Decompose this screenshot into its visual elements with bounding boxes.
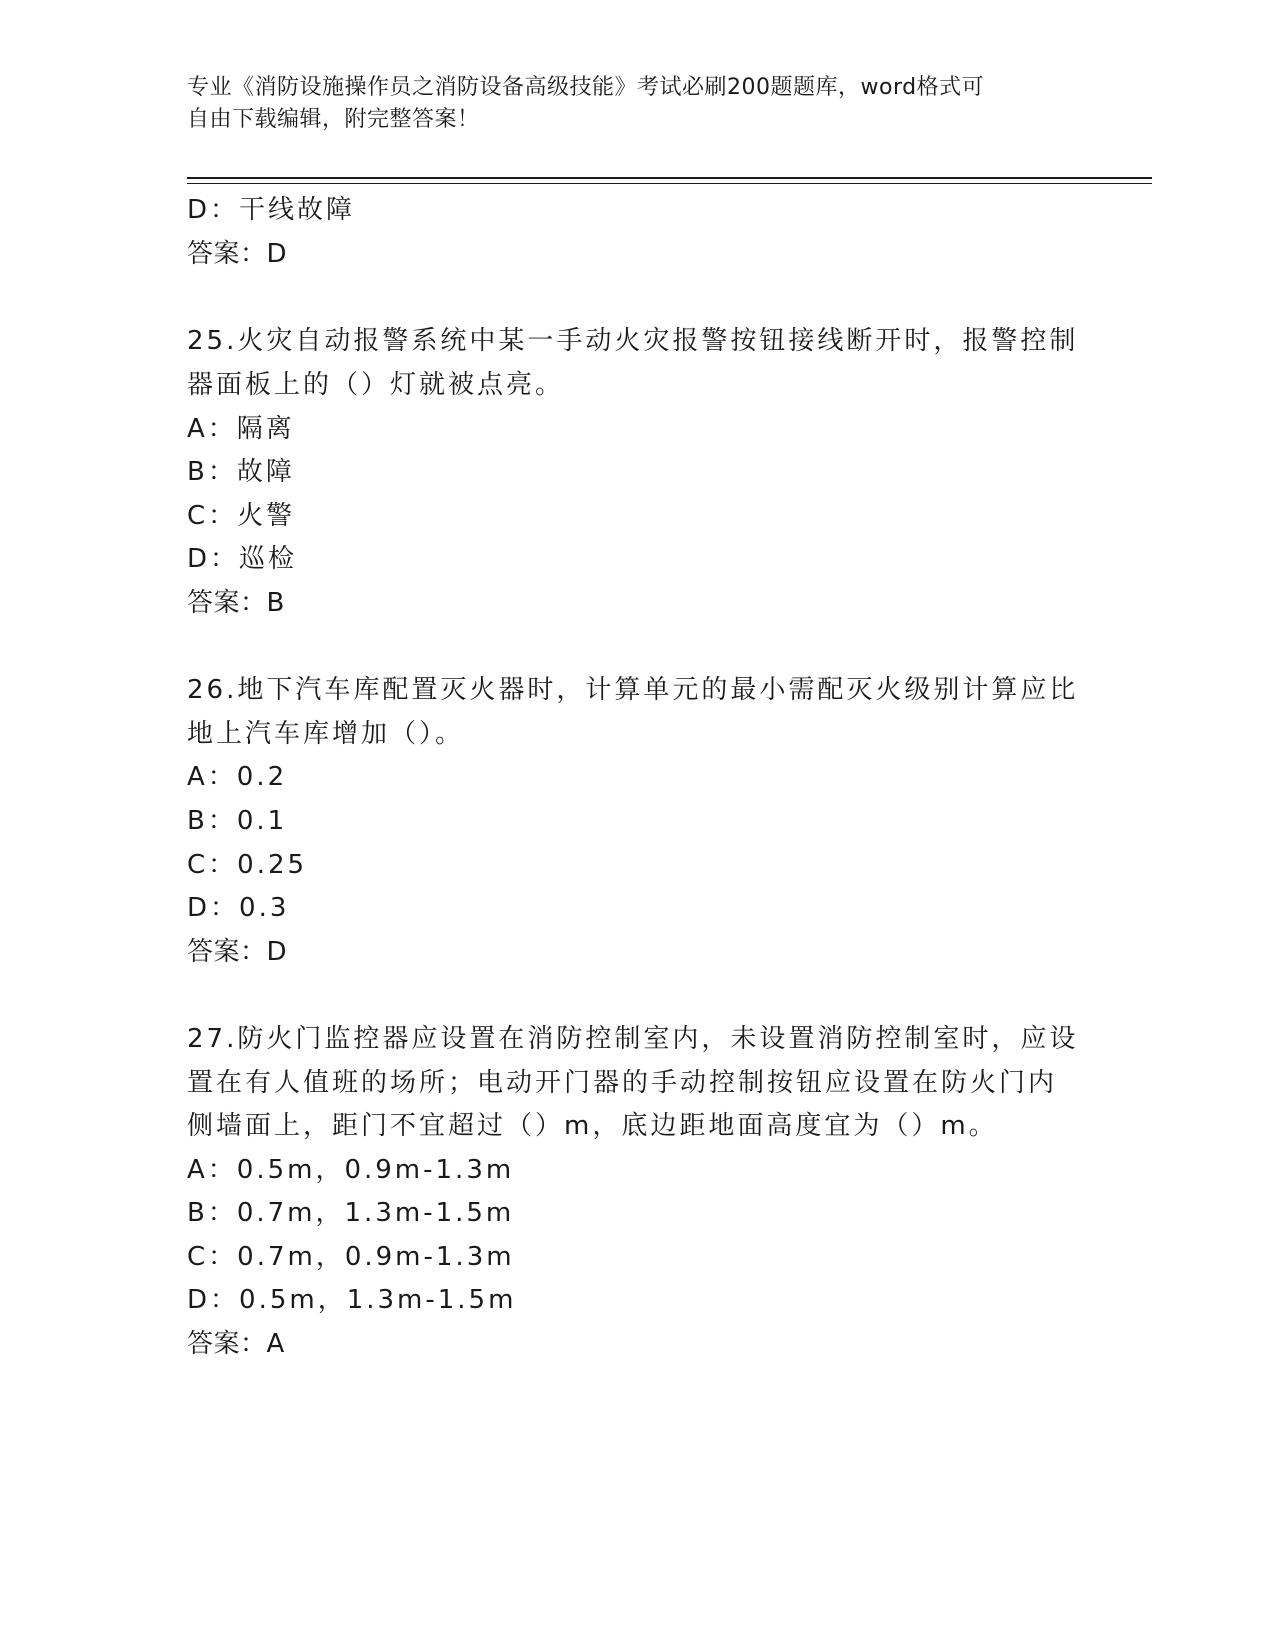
question-26-text: 26.地下汽车库配置灭火器时，计算单元的最小需配灭火级别计算应比: [187, 675, 1079, 705]
option-b: B：故障: [187, 457, 295, 487]
option-d: D：0.3: [187, 893, 290, 923]
option-d: D：干线故障: [187, 195, 356, 225]
answer-line: 答案：A: [187, 1329, 285, 1359]
question-25-text: 25.火灾自动报警系统中某一手动火灾报警按钮接线断开时，报警控制: [187, 326, 1079, 356]
answer-line: 答案：D: [187, 239, 288, 269]
question-27-text-cont: 侧墙面上，距门不宜超过（）m，底边距地面高度宜为（）m。: [187, 1111, 998, 1141]
option-c: C：0.7m，0.9m-1.3m: [187, 1242, 515, 1272]
answer-line: 答案：B: [187, 588, 285, 618]
option-d: D：巡检: [187, 544, 298, 574]
question-26-text-cont: 地上汽车库增加（）。: [187, 719, 465, 749]
option-b: B：0.1: [187, 806, 288, 836]
option-a: A：0.2: [187, 762, 288, 792]
header-divider: [187, 177, 1152, 179]
option-d: D：0.5m，1.3m-1.5m: [187, 1285, 517, 1315]
option-c: C：火警: [187, 501, 296, 531]
option-b: B：0.7m，1.3m-1.5m: [187, 1198, 515, 1228]
document-header: [187, 72, 1067, 136]
header-divider-thin: [187, 183, 1152, 184]
option-c: C：0.25: [187, 850, 308, 880]
question-27-text: 27.防火门监控器应设置在消防控制室内，未设置消防控制室时，应设: [187, 1024, 1079, 1054]
option-a: A：隔离: [187, 414, 295, 444]
question-27-text-cont: 置在有人值班的场所；电动开门器的手动控制按钮应设置在防火门内: [187, 1068, 1058, 1098]
question-25-text-cont: 器面板上的（）灯就被点亮。: [187, 370, 565, 400]
header-line-2: 自由下载编辑，附完整答案！: [187, 107, 480, 132]
header-line-1: 专业《消防设施操作员之消防设备高级技能》考试必刷200题题库，word格式可: [187, 75, 985, 100]
option-a: A：0.5m，0.9m-1.3m: [187, 1155, 515, 1185]
answer-line: 答案：D: [187, 937, 288, 967]
